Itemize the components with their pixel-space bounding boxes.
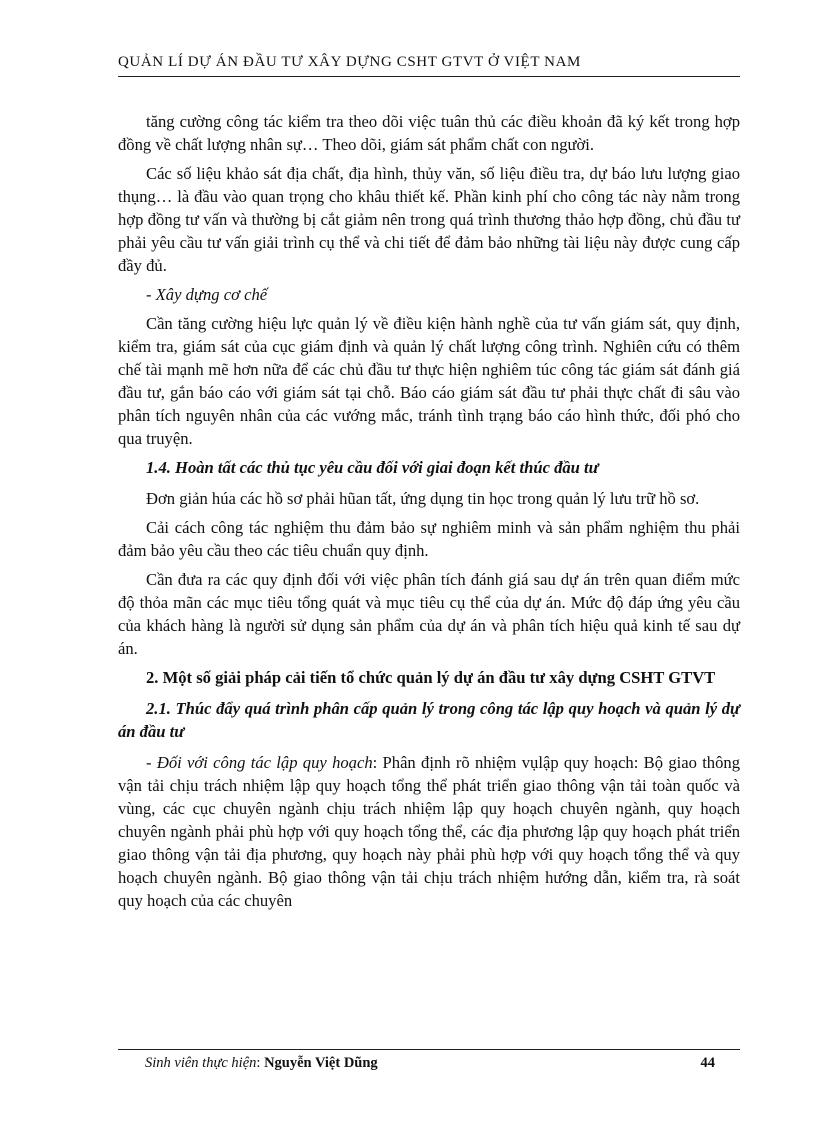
- header-divider: [118, 76, 740, 77]
- footer-author-name: Nguyễn Việt Dũng: [264, 1055, 378, 1071]
- paragraph-7-lead: - Đối với công tác lập quy hoạch: [146, 753, 373, 772]
- subheading-xay-dung-co-che: - Xây dựng cơ chế: [146, 285, 268, 304]
- paragraph-4: Đơn giản húa các hồ sơ phải hũan tất, ứng dụng tin học trong quản lý lưu trữ hồ sơ.: [146, 489, 700, 508]
- paragraph-5: Cải cách công tác nghiệm thu đảm bảo sự nghiêm minh và sản phẩm nghiệm thu phải đảm bảo yêu cầu theo các tiêu chuẩn quy định.: [118, 518, 740, 560]
- section-heading-2: 2. Một số giải pháp cải tiến tổ chức quản lý dự án đầu tư xây dựng CSHT GTVT: [146, 668, 716, 687]
- section-heading-1-4: 1.4. Hoàn tất các thủ tục yêu cầu đối với giai đoạn kết thúc đầu tư: [146, 458, 599, 477]
- page-number: 44: [700, 1055, 715, 1071]
- section-heading-2-1: 2.1. Thúc đẩy quá trình phân cấp quản lý trong công tác lập quy hoạch và quản lý dự án đầu tư: [118, 699, 740, 741]
- paragraph-6: Cần đưa ra các quy định đối với việc phân tích đánh giá sau dự án trên quan điểm mức độ thỏa mãn các mục tiêu tổng quát và mục tiêu cụ thể của dự án. Mức độ đáp ứng yêu cầu của khách hàng là người sử dụng sản phẩm của dự án và phân tích hiệu quả kinh tế sau dự án.: [118, 570, 740, 658]
- footer-divider: [118, 1049, 740, 1050]
- footer-label: Sinh viên thực hiện: [145, 1055, 257, 1071]
- paragraph-2: Các số liệu khảo sát địa chất, địa hình, thủy văn, số liệu điều tra, dự báo lưu lượng giao thụng… là đầu vào quan trọng cho khâu thiết kế. Phần kinh phí cho công tác này nằm trong hợp đồng tư vấn và thường bị cắt giảm nên trong quá trình thương thảo hợp đồng, chủ đầu tư phải yêu cầu tư vấn giải trình cụ thể và chi tiết để đảm bảo những tài liệu này được cung cấp đầy đủ.: [118, 164, 740, 275]
- page-body: [118, 110, 740, 918]
- footer: [145, 1055, 715, 1072]
- paragraph-7-text: : Phân định rõ nhiệm vụlập quy hoạch: Bộ giao thông vận tải chịu trách nhiệm lập quy hoạch tổng thể phát triển giao thông vận tải toàn quốc và vùng, các cục chuyên ngành chịu trách nhiệm lập quy hoạch chuyên ngành, quy hoạch chuyên ngành phải phù hợp với quy hoạch tổng thể, các địa phương lập quy hoạch phát triển giao thông vận tải địa phương, quy hoạch này phải phù hợp với quy hoạch tổng thể và quy hoạch chuyên ngành. Bộ giao thông vận tải chịu trách nhiệm hướng dẫn, kiểm tra, rà soát quy hoạch của các chuyên: [118, 753, 740, 910]
- paragraph-7: [118, 751, 740, 912]
- footer-separator: :: [256, 1055, 261, 1071]
- paragraph-1: tăng cường công tác kiểm tra theo dõi việc tuân thủ các điều khoản đã ký kết trong hợp đồng về chất lượng nhân sự… Theo dõi, giám sát phẩm chất con người.: [118, 112, 740, 154]
- running-header: QUẢN LÍ DỰ ÁN ĐẦU TƯ XÂY DỰNG CSHT GTVT Ở VIỆT NAM: [118, 54, 581, 70]
- paragraph-3: Cần tăng cường hiệu lực quản lý về điều kiện hành nghề của tư vấn giám sát, quy định, kiểm tra, giám sát của cục giám định và quản lý chất lượng công trình. Nghiên cứu có thêm chế tài mạnh mẽ hơn nữa để các chủ đầu tư thực hiện nghiêm túc công tác giám sát đánh giá đầu tư, gắn báo cáo với giám sát tại chỗ. Báo cáo giám sát đầu tư phải thực chất đi sâu vào phân tích nguyên nhân của các vướng mắc, tránh tình trạng báo cáo hình thức, đối phó cho qua truyện.: [118, 314, 740, 448]
